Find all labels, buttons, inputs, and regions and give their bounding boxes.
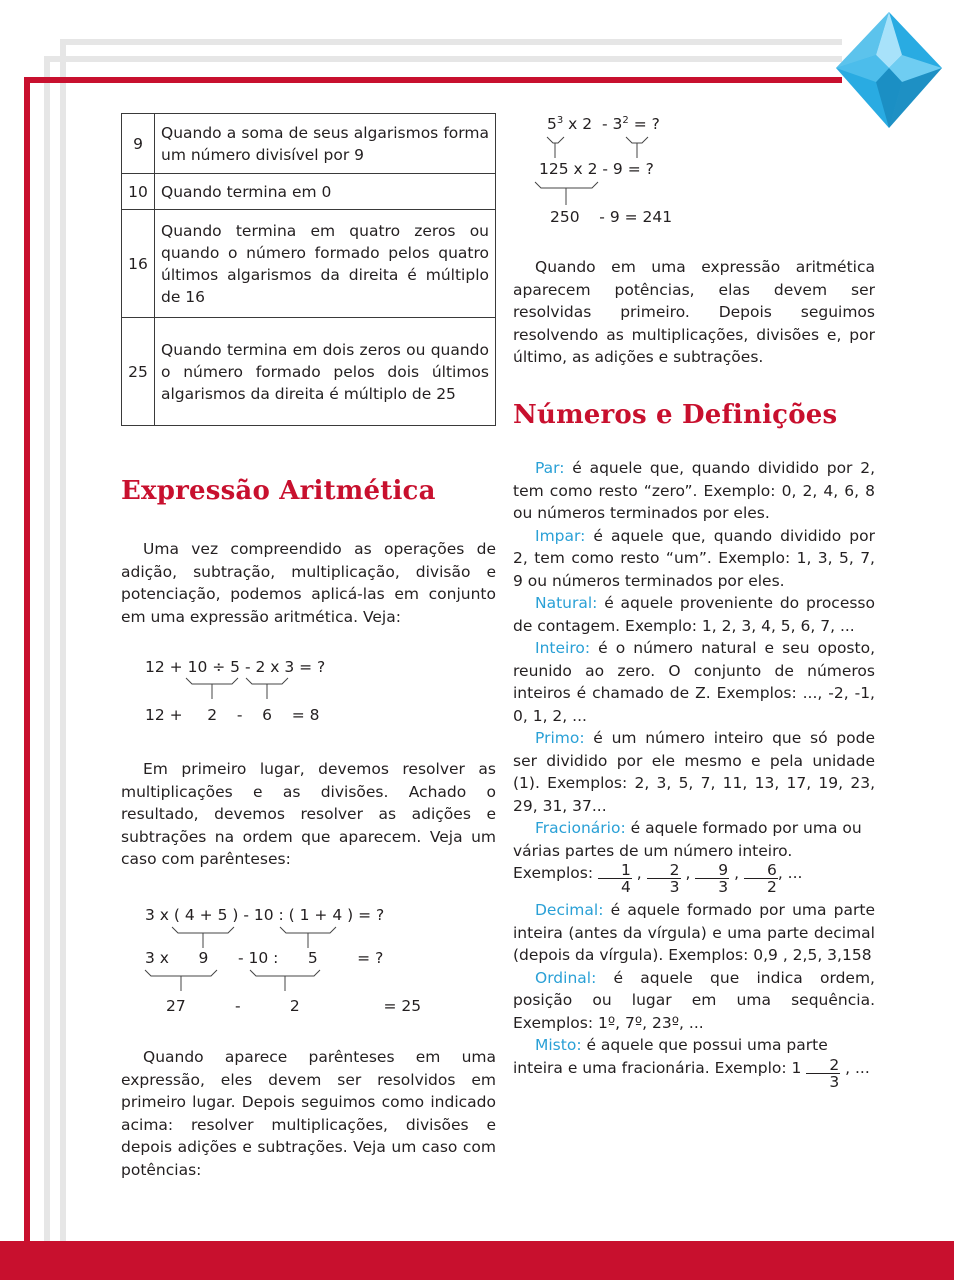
definition-term: Ordinal: [535, 968, 597, 987]
math-part: 12 + [145, 658, 188, 676]
fraction [744, 862, 778, 895]
definitions-list [513, 457, 875, 1090]
definition-term: Inteiro: [535, 639, 591, 657]
math-part: 5 [547, 115, 557, 134]
definition-text: é aquele que possui uma parte inteira e uma fracionária. Exemplo: 1 [513, 1036, 828, 1077]
table-cell-number: 10 [122, 174, 155, 210]
definition-text: é aquele formado por uma parte inteira (antes da vírgula) e uma parte decimal (depois da vírgula). Exemplos: 0,9 , 2,5, 3,158 [513, 901, 875, 964]
expression-example-3-line-3: 250 - 9 = 241 [550, 208, 673, 226]
expression-example-3-line-2: 125 x 2 - 9 = ? [539, 160, 654, 178]
fraction-denominator: 3 [829, 1072, 840, 1091]
fraction-denominator: 2 [766, 878, 777, 896]
fraction-denominator: 3 [718, 878, 729, 896]
table-cell-rule: Quando termina em 0 [155, 174, 496, 210]
fraction [598, 862, 632, 895]
definition-inteiro [513, 637, 875, 727]
definition-term: Par: [535, 459, 565, 477]
fraction [647, 862, 681, 895]
definition-decimal [513, 899, 875, 967]
math-part: x 2 - [563, 115, 613, 134]
expression-example-2-line-3: 27 - 2 = 25 [166, 997, 422, 1015]
paragraph-intro: Uma vez compreendido as operações de adição, subtração, multiplicação, divisão e potenciação, podemos aplicá-las em conjunto em uma expressão aritmética. Veja: [121, 540, 496, 626]
fraction-denominator: 3 [669, 878, 680, 896]
definition-text: é o número natural e seu oposto, reunido ao zero. O conjunto de números inteiros é chamado de Z. Exemplos: ..., -2, -1, 0, 1, 2, ... [513, 639, 875, 725]
expression-example-1-line-2: 12 + 2 - 6 = 8 [145, 706, 320, 724]
expression-example-2-line-1: 3 x ( 4 + 5 ) - 10 : ( 1 + 4 ) = ? [145, 906, 385, 924]
table-cell-number: 25 [122, 318, 155, 426]
definition-text: é aquele que indica ordem, posição ou lugar em uma sequência. Exemplos: 1º, 7º, 23º, ... [513, 968, 875, 1032]
definition-text: é aquele que, quando dividido por 2, tem como resto “zero”. Exemplo: 0, 2, 4, 6, 8 ou números terminados por eles. [513, 459, 875, 522]
math-part: - [240, 658, 256, 676]
fraction-numerator: 1 [598, 862, 632, 879]
fraction [806, 1057, 840, 1090]
fraction-denominator: 4 [620, 878, 631, 896]
definition-impar [513, 525, 875, 593]
definition-text: é aquele proveniente do processo de contagem. Exemplo: 1, 2, 3, 4, 5, 6, 7, ... [513, 594, 875, 635]
definition-term: Misto: [535, 1036, 582, 1054]
fraction [695, 862, 729, 895]
definition-natural [513, 592, 875, 637]
expression-example-2-line-2: 3 x 9 - 10 : 5 = ? [145, 949, 384, 967]
section-title-numeros: Números e Definições [513, 400, 838, 430]
definition-text-tail: , ... [777, 864, 803, 882]
fraction-numerator: 9 [695, 862, 729, 879]
math-exponent: 2 [622, 115, 629, 126]
definition-fracionario: Fracionário: é aquele formado por uma ou várias partes de um número inteiro. Exemplos: $\frac{1}{4}$ , $\frac{2}{3}$ , $\frac{9}{3}$ , $\frac{6}{2}$ , ... [513, 819, 862, 896]
math-part: = ? [628, 115, 660, 134]
paragraph-order: Em primeiro lugar, devemos resolver as multiplicações e as divisões. Achado o resultado, devemos resolver as adições e subtrações na ordem que aparecem. Veja um caso com parênteses: [121, 760, 496, 868]
definition-misto [513, 1034, 875, 1090]
paragraph-powers: Quando em uma expressão aritmética aparecem potências, elas devem ser resolvidas primeiro. Depois seguimos resolvendo as multiplicações, divisões e, por último, as adições e subtrações. [513, 258, 875, 366]
fraction-numerator: 2 [647, 862, 681, 879]
definition-term: Decimal: [535, 901, 604, 919]
definition-term: Fracionário: [535, 819, 626, 837]
table-cell-number: 9 [122, 114, 155, 174]
definition-primo [513, 727, 875, 817]
fraction-numerator: 2 [806, 1057, 840, 1074]
table-cell-rule: Quando a soma de seus algarismos forma um número divisível por 9 [155, 114, 496, 174]
definition-text: é um número inteiro que só pode ser dividido por ele mesmo e pela unidade (1). Exemplos: 2, 3, 5, 7, 11, 13, 17, 19, 23, 29, 31, 37... [513, 729, 875, 815]
paragraph-parentheses: Quando aparece parênteses em uma expressão, eles devem ser resolvidos em primeiro lugar. Depois seguimos como indicado acima: resolver multiplicações, divisões e depois adições e subtrações. Veja um caso com potências: [121, 1048, 496, 1179]
definition-text: é aquele formado por uma ou várias partes de um número inteiro. Exemplos: [513, 819, 862, 882]
table-cell-rule: Quando termina em dois zeros ou quando o número formado pelos dois últimos algarismos da direita é múltiplo de 25 [155, 318, 496, 426]
math-part: 2 x 3 [255, 658, 295, 676]
definition-ordinal [513, 967, 875, 1035]
definition-term: Primo: [535, 729, 585, 747]
math-part: 3 [612, 115, 623, 134]
definition-term: Impar: [535, 526, 586, 545]
math-exponent: 3 [556, 115, 564, 126]
section-title-expressao: Expressão Aritmética [121, 476, 436, 506]
math-part: 10 ÷ 5 [187, 658, 241, 676]
math-part: = ? [294, 658, 326, 676]
table-cell-rule: Quando termina em quatro zeros ou quando o número formado pelos quatro últimos algarismos da direita é múltiplo de 16 [155, 210, 496, 318]
table-cell-number: 16 [122, 210, 155, 318]
definition-text: é aquele que, quando dividido por 2, tem como resto “um”. Exemplo: 1, 3, 5, 7, 9 ou números terminados por eles. [513, 526, 875, 590]
definition-par [513, 457, 875, 525]
fraction-numerator: 6 [744, 862, 778, 879]
definition-term: Natural: [535, 594, 598, 612]
definition-text-tail: , ... [840, 1058, 870, 1077]
